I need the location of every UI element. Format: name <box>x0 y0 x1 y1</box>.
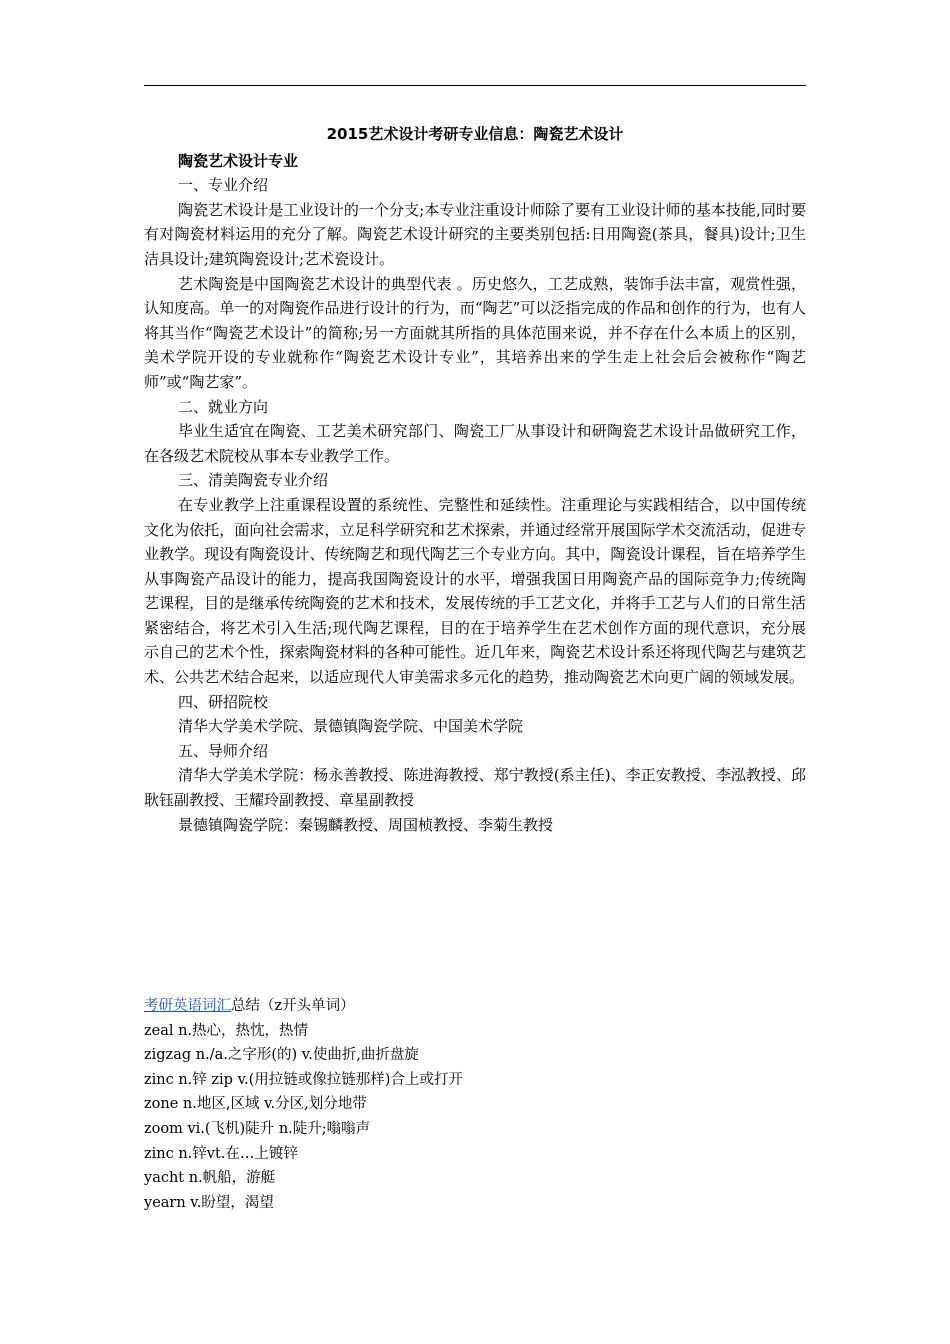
section-heading-1: 一、专业介绍 <box>178 176 269 195</box>
paragraph-7: 景德镇陶瓷学院：秦锡麟教授、周国桢教授、李菊生教授 <box>178 815 554 834</box>
vocab-line: yearn v.盼望，渴望 <box>144 1194 274 1211</box>
vocab-heading <box>144 994 806 1019</box>
section-heading-5: 五、导师介绍 <box>178 741 269 760</box>
vocab-list <box>144 994 806 1215</box>
vocab-line: zoom vi.(飞机)陡升 n.陡升;嗡嗡声 <box>144 1120 371 1137</box>
paragraph-1: 陶瓷艺术设计是工业设计的一个分支;本专业注重设计师除了要有工业设计师的基本技能,同时要有对陶瓷材料运用的充分了解。陶瓷艺术设计研究的主要类别包括:日用陶瓷(茶具，餐具)设计;卫生洁具设计;建筑陶瓷设计;艺术瓷设计。 <box>144 200 806 268</box>
article-subtitle: 陶瓷艺术设计专业 <box>178 151 299 170</box>
paragraph-6: 清华大学美术学院：杨永善教授、陈进海教授、郑宁教授(系主任)、李正安教授、李泓教授、邱耿钰副教授、王耀玲副教授、章星副教授 <box>144 766 806 810</box>
vocab-link[interactable]: 考研英语词汇 <box>144 998 231 1014</box>
vocab-line: zinc n.锌vt.在…上镀锌 <box>144 1145 298 1162</box>
vocab-line: zone n.地区,区域 v.分区,划分地带 <box>144 1096 367 1113</box>
section-heading-2: 二、就业方向 <box>178 397 269 416</box>
section-heading-3: 三、清美陶瓷专业介绍 <box>178 471 329 490</box>
paragraph-5: 清华大学美术学院、景德镇陶瓷学院、中国美术学院 <box>178 717 524 736</box>
paragraph-2: 艺术陶瓷是中国陶瓷艺术设计的典型代表 。历史悠久，工艺成熟，装饰手法丰富，观赏性强，认知度高。单一的对陶瓷作品进行设计的行为，而“陶艺”可以泛指完成的作品和创作的行为，也有人将其当作“陶瓷艺术设计”的简称;另一方面就其所指的具体范围来说，并不存在什么本质上的区别，美术学院开设的专业就称作“陶瓷艺术设计专业”，其培养出来的学生走上社会后会被称作“陶艺师”或“陶艺家”。 <box>144 274 806 391</box>
vocab-line: yacht n.帆船，游艇 <box>144 1170 276 1187</box>
paragraph-4: 在专业教学上注重课程设置的系统性、完整性和延续性。注重理论与实践相结合，以中国传统文化为依托，面向社会需求，立足科学研究和艺术探索，并通过经常开展国际学术交流活动，促进专业教学。现设有陶瓷设计、传统陶艺和现代陶艺三个专业方向。其中，陶瓷设计课程，旨在培养学生从事陶瓷产品设计的能力，提高我国陶瓷设计的水平，增强我国日用陶瓷产品的国际竞争力;传统陶艺课程，目的是继承传统陶瓷的艺术和技术，发展传统的手工艺文化，并将手工艺与人们的日常生活紧密结合，将艺术引入生活;现代陶艺课程，目的在于培养学生在艺术创作方面的现代意识，充分展示自己的艺术个性，探索陶瓷材料的各种可能性。近几年来，陶瓷艺术设计系还将现代陶艺与建筑艺术、公共艺术结合起来，以适应现代人审美需求多元化的趋势，推动陶瓷艺术向更广阔的领域发展。 <box>144 495 806 687</box>
vocab-heading-text: 总结（z开头单词） <box>231 998 355 1014</box>
header-rule <box>144 85 806 86</box>
vocab-line: zeal n.热心，热忱，热情 <box>144 1022 309 1039</box>
section-heading-4: 四、研招院校 <box>178 692 269 711</box>
article-title: 2015艺术设计考研专业信息：陶瓷艺术设计 <box>326 125 624 143</box>
paragraph-3: 毕业生适宜在陶瓷、工艺美术研究部门、陶瓷工厂从事设计和研陶瓷艺术设计品做研究工作，在各级艺术院校从事本专业教学工作。 <box>144 422 806 465</box>
article <box>144 122 806 837</box>
vocab-line: zigzag n./a.之字形(的) v.使曲折,曲折盘旋 <box>144 1047 419 1064</box>
vocab-line: zinc n.锌 zip v.(用拉链或像拉链那样)合上或打开 <box>144 1071 463 1088</box>
